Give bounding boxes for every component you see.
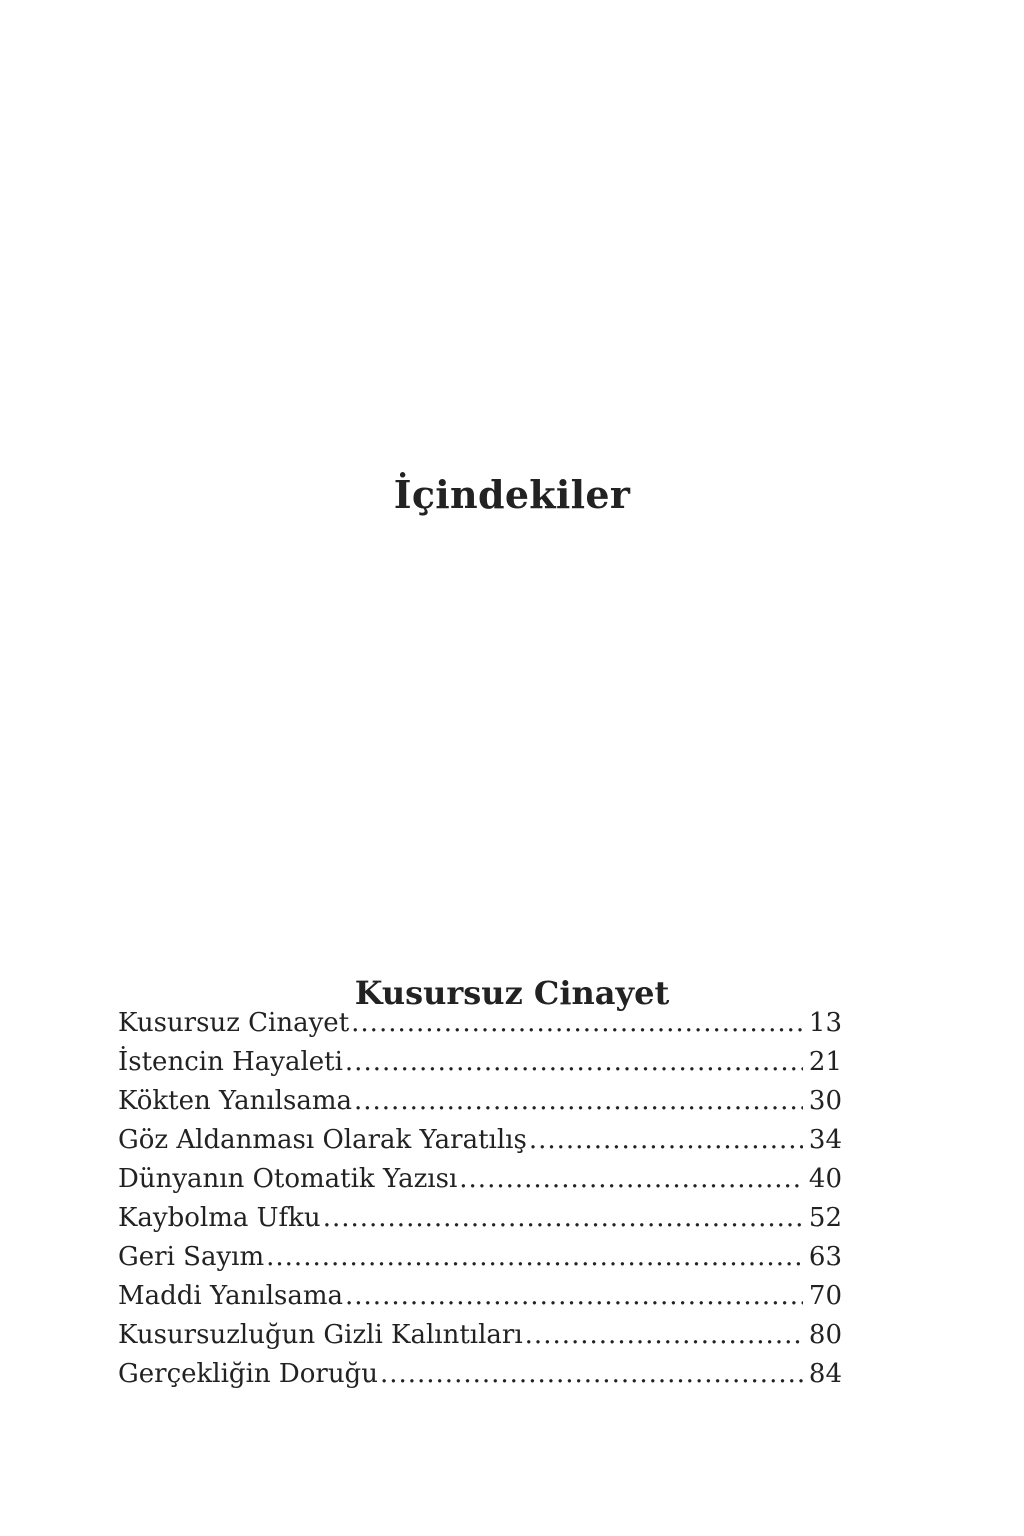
- toc-leader-dots: [525, 1316, 803, 1355]
- toc-leader-dots: [323, 1199, 803, 1238]
- toc-leader-dots: [529, 1121, 803, 1160]
- toc-entry: [118, 1316, 842, 1355]
- toc-leader-dots: [345, 1277, 803, 1316]
- toc-entry-title: Gerçekliğin Doruğu: [118, 1359, 378, 1389]
- toc-entry-title: Maddi Yanılsama: [118, 1281, 344, 1311]
- toc-entry: [118, 1355, 842, 1394]
- toc-entry-page: 52: [808, 1203, 842, 1233]
- toc-entry-page: 40: [808, 1164, 842, 1194]
- toc-leader-dots: [380, 1355, 803, 1394]
- toc-entry-title: Kusursuz Cinayet: [118, 1008, 350, 1038]
- toc-entry: [118, 1238, 842, 1277]
- toc-entry-page: 70: [808, 1281, 842, 1311]
- toc-leader-dots: [266, 1238, 803, 1277]
- toc-entry-title: Göz Aldanması Olarak Yaratılış: [118, 1125, 527, 1155]
- toc-entry: [118, 1199, 842, 1238]
- toc-leader-dots: [354, 1082, 803, 1121]
- toc-entry: [118, 1277, 842, 1316]
- toc-entry: [118, 1004, 842, 1043]
- toc-entry-title: Geri Sayım: [118, 1242, 265, 1272]
- toc-entry: [118, 1121, 842, 1160]
- toc-entry-title: Dünyanın Otomatik Yazısı: [118, 1164, 458, 1194]
- toc-leader-dots: [351, 1004, 803, 1043]
- toc-leader-dots: [345, 1043, 803, 1082]
- section-title: Kusursuz Cinayet: [354, 973, 670, 1012]
- toc-entry: [118, 1160, 842, 1199]
- toc-entry-title: İstencin Hayaleti: [118, 1047, 343, 1077]
- page-title: İçindekiler: [393, 472, 631, 518]
- toc-entry: [118, 1082, 842, 1121]
- toc-entry-page: 34: [808, 1125, 842, 1155]
- toc-entry-page: 84: [808, 1359, 842, 1389]
- toc-entry-page: 30: [808, 1086, 842, 1116]
- toc-entry-page: 63: [808, 1242, 842, 1272]
- toc-entry-title: Kusursuzluğun Gizli Kalıntıları: [118, 1320, 523, 1350]
- toc-entry: [118, 1043, 842, 1082]
- toc-entry-page: 13: [808, 1008, 842, 1038]
- toc-leader-dots: [459, 1160, 803, 1199]
- toc-entry-page: 80: [808, 1320, 842, 1350]
- table-of-contents: [118, 1004, 842, 1394]
- toc-entry-title: Kaybolma Ufku: [118, 1203, 321, 1233]
- toc-entry-title: Kökten Yanılsama: [118, 1086, 352, 1116]
- toc-entry-page: 21: [808, 1047, 842, 1077]
